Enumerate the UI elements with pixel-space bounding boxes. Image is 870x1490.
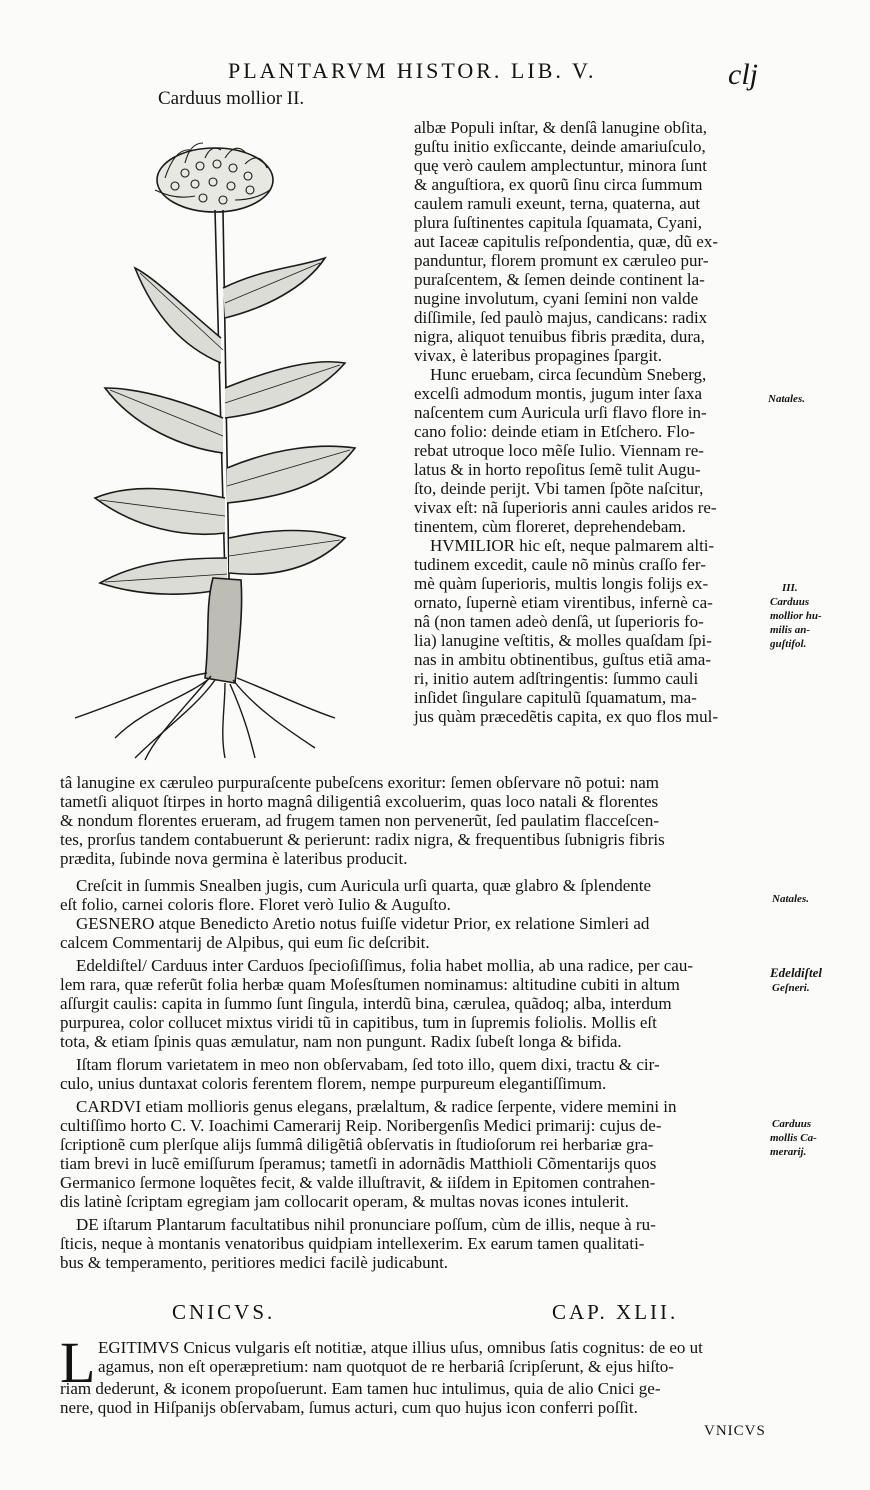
text-line: prædita, ſubinde nova germina è lateribus producit. <box>60 849 408 868</box>
folio-number: clj <box>728 58 758 91</box>
text-line: caulem ramuli exeunt, terna, quaterna, aut <box>414 194 701 213</box>
text-line: eſt folio, carnei coloris flore. Floret verò Iulio & Auguſto. <box>60 895 451 914</box>
text-line: calcem Commentarij de Alpibus, qui eum ſic deſcribit. <box>60 933 430 952</box>
text-line: lia) lanugine veſtitis, & molles quaſdam ſpi- <box>414 631 712 650</box>
text-line: aut Iaceæ capitulis reſpondentia, quæ, dũ ex- <box>414 232 719 251</box>
running-head: PLANTARVM HISTOR. LIB. V. <box>228 58 597 83</box>
text-line: guſtu initio exſiccante, deinde amariuſculo, <box>414 137 706 156</box>
text-line: nigra, aliquot tenuibus fibris prædita, dura, <box>414 327 705 346</box>
chapter-number: CAP. XLII. <box>552 1300 679 1324</box>
text-line: mè quàm ſuperioris, multis longis folijs ex- <box>414 574 709 593</box>
text-line: nere, quod in Hiſpanijs obſervabam, ſumus acturi, cum quo hujus icon conferri poſſit. <box>60 1398 638 1417</box>
text-line: & nondum florentes erueram, ad frugem tamen non pervenerũt, ſed paulatim flacceſcen- <box>60 811 660 830</box>
text-line: jus quàm præcedẽtis capita, ex quo flos mul- <box>414 707 719 726</box>
text-line: ſcriptionẽ cum plerſque alijs ſummâ diligẽtiâ obſervatis in ſtudioſorum rei herbariæ gra- <box>60 1135 654 1154</box>
text-line: quę verò caulem amplectuntur, minora ſunt <box>414 156 707 175</box>
plant-woodcut-illustration <box>35 118 370 763</box>
text-line: dis latinè ſcriptam egregiam jam collocarit operam, & multas novas icones intulerit. <box>60 1192 629 1211</box>
text-line: ornato, ſupernè etiam virentibus, infernè ca- <box>414 593 713 612</box>
margin-note: III. <box>782 582 798 594</box>
text-line: purpurea, color collucet mixtus viridi tũ in capitibus, tum in ſupremis foliolis. Mollis eſt <box>60 1013 657 1032</box>
margin-note: Edeldiſtel <box>770 965 822 980</box>
text-line: tudinem excedit, caule nõ minùs craſſo fer- <box>414 555 706 574</box>
text-line: aſſurgit caulis: capita in ſummo ſunt ſingula, interdũ bina, cærulea, quãdoq; alba, interdum <box>60 994 672 1013</box>
text-line: agamus, non eſt operæpretium: nam quotquot de re herbariâ ſcripſerunt, & ejus hiſto- <box>98 1357 674 1376</box>
text-line: Hunc eruebam, circa ſecundùm Sneberg, <box>430 365 707 384</box>
margin-note: Natales. <box>772 893 809 905</box>
text-line: tinentem, cùm floreret, deprehendebam. <box>414 517 686 536</box>
text-line: ſto, deinde perijt. Vbi tamen ſpõte naſcitur, <box>414 479 704 498</box>
text-line: naſcentem cum Auricula urſi flavo flore in- <box>414 403 707 422</box>
margin-note: Geſneri. <box>772 982 810 994</box>
text-line: & anguſtiora, ex quorũ ſinu circa ſummum <box>414 175 703 194</box>
text-line: nas in ambitu obtinentibus, guſtus etiã ama- <box>414 650 711 669</box>
text-line: vivax eſt: nã ſuperioris anni caules aridos re- <box>414 498 717 517</box>
text-line: tes, prorſus tandem contabuerunt & perierunt: radix nigra, & frequentibus ſubnigris fibris <box>60 830 665 849</box>
margin-note: merarij. <box>770 1146 807 1158</box>
text-line: diſſimile, ſed paulò majus, candicans: radix <box>414 308 708 327</box>
text-line: excelſi admodum montis, jugum inter ſaxa <box>414 384 702 403</box>
text-line: latus & in horto repoſitus ſemẽ tulit Augu- <box>414 460 701 479</box>
chapter-title: CNICVS. <box>172 1300 276 1324</box>
text-line: Edeldiſtel/ Carduus inter Carduos ſpecioſiſſimus, folia habet mollia, ab una radice, per cau- <box>76 956 694 975</box>
text-line: plura ſuſtinentes capitula ſquamata, Cyani, <box>414 213 702 232</box>
text-line: nâ (non tamen adeò denſâ, ut ſuperioris fo- <box>414 612 704 631</box>
text-line: Creſcit in ſummis Snealben jugis, cum Auricula urſi quarta, quæ glabro & ſplendente <box>76 876 652 895</box>
text-line: cano folio: deinde etiam in Etſchero. Flo- <box>414 422 695 441</box>
margin-note: guſtifol. <box>770 638 807 650</box>
text-line: bus & temperamento, peritiores medici facilè judicabunt. <box>60 1253 449 1272</box>
text-line: CARDVI etiam mollioris genus elegans, prælaltum, & radice ſerpente, videre memini in <box>76 1097 677 1116</box>
text-line: tota, & etiam ſpinis quas æmulatur, nam non pungunt. Radix ſubeſt longa & bifida. <box>60 1032 622 1051</box>
text-line: cultiſſimo horto C. V. Ioachimi Camerarij Reip. Noribergenſis Medici primarij: cujus de- <box>60 1116 662 1135</box>
text-line: lem rara, quæ referũt folia herbæ quam Moſesſtumen nominamus: altitudine cubiti in altum <box>60 975 680 994</box>
text-line: rebat utroque loco mẽſe Iulio. Viennam re- <box>414 441 704 460</box>
text-line: Iſtam florum varietatem in meo non obſervabam, ſed toto illo, quem dixi, tractu & cir- <box>76 1055 660 1074</box>
text-line: tâ lanugine ex cæruleo purpuraſcente pubeſcens exoritur: ſemen obſervare nõ potui: nam <box>60 773 660 792</box>
text-line: ſticis, neque à montanis venatoribus quidpiam intellexerim. Ex earum tamen qualitati- <box>60 1234 645 1253</box>
figure-caption: Carduus mollior II. <box>158 88 305 109</box>
text-line: tametſi aliquot ſtirpes in horto magnâ diligentiâ excoluerim, quas loco natali & florentes <box>60 792 659 811</box>
catchword: VNICVS <box>704 1423 766 1439</box>
text-line: HVMILIOR hic eſt, neque palmarem alti- <box>430 536 715 555</box>
text-line: albæ Populi inſtar, & denſâ lanugine obſita, <box>414 118 707 137</box>
text-line: DE iſtarum Plantarum facultatibus nihil pronunciare poſſum, cùm de illis, neque à ru- <box>76 1215 656 1234</box>
margin-note: mollis Ca- <box>770 1132 817 1144</box>
margin-note: Natales. <box>768 393 805 405</box>
text-line: vivax, è lateribus propagines ſpargit. <box>414 346 663 365</box>
margin-note: Carduus <box>770 596 810 608</box>
margin-note: milis an- <box>770 624 811 636</box>
text-line: EGITIMVS Cnicus vulgaris eſt notitiæ, atque illius uſus, omnibus ſatis cognitus: de eo ut <box>98 1338 703 1357</box>
text-line: inſidet ſingulare capitulũ ſquamatum, ma- <box>414 688 697 707</box>
text-line: panduntur, florem promunt ex cæruleo pur- <box>414 251 709 270</box>
text-line: GESNERO atque Benedicto Aretio notus fuiſſe videtur Prior, ex relatione Simleri ad <box>76 914 650 933</box>
text-line: tiam brevi in lucẽ emiſſurum ſperamus; tametſi in adornãdis Matthioli Cõmentarijs quos <box>60 1154 657 1173</box>
text-line: Germanico ſermone loquẽtes fecit, & valde illuſtravit, & iiſdem in Epitomen contrahen- <box>60 1173 656 1192</box>
text-line: nugine involutum, cyani ſemini non valde <box>414 289 699 308</box>
text-line: puraſcentem, & ſemen deinde continent la- <box>414 270 705 289</box>
text-line: ri, initio autem adſtringentis: ſummo cauli <box>414 669 699 688</box>
drop-capital: L <box>60 1330 96 1395</box>
text-line: culo, unius duntaxat coloris ferentem florem, nempe purpureum elegantiſſimum. <box>60 1074 607 1093</box>
text-line: riam dederunt, & iconem propoſuerunt. Eam tamen huc intulimus, quia de alio Cnici ge- <box>60 1379 661 1398</box>
margin-note: Carduus <box>772 1118 812 1130</box>
margin-note: mollior hu- <box>770 610 822 622</box>
